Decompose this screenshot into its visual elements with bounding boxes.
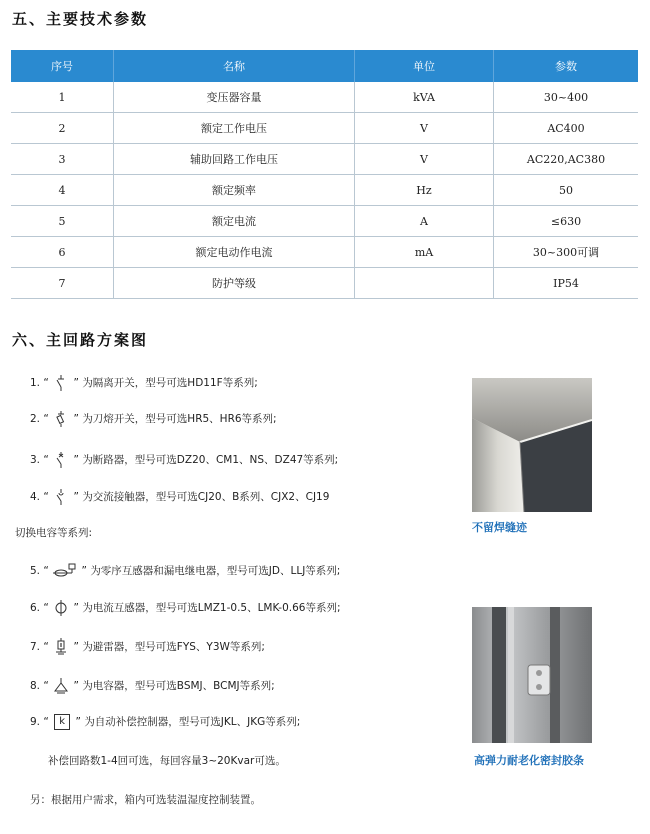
header-unit: 单位 [355,50,494,82]
cell-unit: mA [355,237,494,268]
table-row [11,237,638,268]
item-text: 为自动补偿控制器，型号可选JKL、JKG等系列; [84,716,301,728]
list-item [30,677,275,695]
compensation-note: 补偿回路数1-4回可选，每回容量3~20Kvar可选。 [48,755,286,767]
item-text: 为隔离开关，型号可选HD11F等系列; [82,377,258,389]
item-text: 为零序互感器和漏电继电器，型号可选JD、LLJ等系列; [90,565,341,577]
controller-k-icon: k [54,714,70,730]
item-number: 5. [30,565,41,577]
cell-name: 额定电流 [114,206,355,237]
cell-value: ≤630 [494,206,639,237]
fuse-switch-icon [52,410,70,428]
cell-value: AC220,AC380 [494,144,639,175]
table-row [11,268,638,299]
item-number: 8. [30,680,41,692]
item-text: 为交流接触器，型号可选CJ20、B系列、CJX2、CJ19 [82,491,330,503]
quote-close: ” [73,641,79,653]
item-text: 为避雷器，型号可选FYS、Y3W等系列; [82,641,265,653]
cell-unit: Hz [355,175,494,206]
quote-open: “ [43,716,49,728]
item-text: 为刀熔开关，型号可选HR5、HR6等系列; [82,413,277,425]
item-number: 6. [30,602,41,614]
isolator-switch-icon [52,374,70,392]
quote-open: “ [43,680,49,692]
cell-value: 30~400 [494,82,639,113]
list-item [30,374,258,392]
capacitor-icon [52,677,70,695]
quote-close: ” [81,565,87,577]
item-number: 1. [30,377,41,389]
quote-open: “ [43,491,49,503]
table-row [11,144,638,175]
header-value: 参数 [494,50,639,82]
cell-name: 额定电动作电流 [114,237,355,268]
zero-sequence-ct-icon [52,562,78,580]
quote-close: ” [73,413,79,425]
item-number: 3. [30,454,41,466]
cell-name: 辅助回路工作电压 [114,144,355,175]
item-number: 4. [30,491,41,503]
item-text: 为电流互感器，型号可选LMZ1-0.5、LMK-0.66等系列; [82,602,341,614]
quote-close: ” [73,377,79,389]
quote-open: “ [43,602,49,614]
cell-unit: V [355,144,494,175]
item-text: 为断路器，型号可选DZ20、CM1、NS、DZ47等系列; [82,454,339,466]
footnote: 另：根据用户需求，箱内可选装温湿度控制装置。 [30,794,261,806]
cell-index: 1 [11,82,114,113]
cell-value: AC400 [494,113,639,144]
quote-close: ” [73,491,79,503]
item-number: 7. [30,641,41,653]
header-name: 名称 [114,50,355,82]
section-5-title: 五、主要技术参数 [12,10,149,28]
circuit-breaker-icon [52,451,70,469]
photo-caption-1: 不留焊缝迹 [472,521,527,534]
list-item [30,410,277,428]
cell-unit: A [355,206,494,237]
item-number: 9. [30,716,41,728]
quote-close: ” [73,602,79,614]
quote-open: “ [43,377,49,389]
quote-close: ” [75,716,81,728]
quote-close: ” [73,680,79,692]
current-transformer-icon [52,599,70,617]
list-item [30,488,329,506]
item-text: 为电容器，型号可选BSMJ、BCMJ等系列; [82,680,275,692]
cell-name: 额定频率 [114,175,355,206]
cell-unit [355,268,494,299]
surge-arrester-icon [52,638,70,656]
quote-open: “ [43,413,49,425]
quote-open: “ [43,454,49,466]
cell-index: 6 [11,237,114,268]
list-item [30,714,300,730]
cell-unit: V [355,113,494,144]
item-4-continuation: 切换电容等系列: [15,527,93,539]
cell-index: 7 [11,268,114,299]
list-item [30,599,340,617]
table-header-row [11,50,638,82]
cell-index: 5 [11,206,114,237]
cell-value: IP54 [494,268,639,299]
spec-table [11,50,638,299]
quote-close: ” [73,454,79,466]
table-row [11,206,638,237]
item-number: 2. [30,413,41,425]
list-item [30,562,340,580]
cell-value: 50 [494,175,639,206]
cell-value: 30~300可调 [494,237,639,268]
contactor-icon [52,488,70,506]
table-row [11,113,638,144]
cell-index: 4 [11,175,114,206]
cell-unit: kVA [355,82,494,113]
table-row [11,82,638,113]
section-6-title: 六、主回路方案图 [12,331,149,349]
cell-name: 额定工作电压 [114,113,355,144]
cell-name: 变压器容量 [114,82,355,113]
quote-open: “ [43,565,49,577]
list-item [30,638,265,656]
cell-index: 2 [11,113,114,144]
seal-strip-photo [472,607,592,743]
cell-index: 3 [11,144,114,175]
quote-open: “ [43,641,49,653]
seamless-weld-photo [472,378,592,512]
list-item [30,451,338,469]
photo-caption-2: 高弹力耐老化密封胶条 [474,754,584,767]
table-row [11,175,638,206]
header-index: 序号 [11,50,114,82]
cell-name: 防护等级 [114,268,355,299]
